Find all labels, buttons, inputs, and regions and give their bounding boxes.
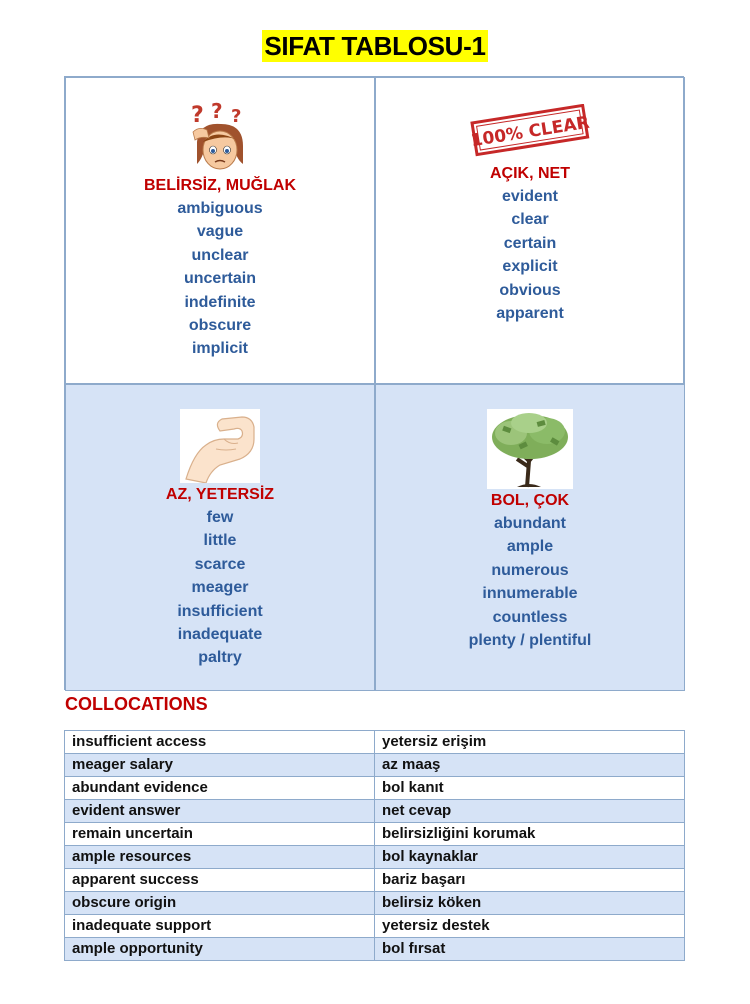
collocation-en: inadequate support <box>65 915 375 938</box>
word: apparent <box>496 305 564 323</box>
confused-girl-icon <box>185 102 255 174</box>
collocations-table <box>64 730 685 961</box>
table-row <box>65 938 685 961</box>
word: abundant <box>494 515 566 532</box>
word: innumerable <box>482 585 578 603</box>
word: unclear <box>191 246 249 264</box>
word: vague <box>196 223 244 241</box>
table-row <box>65 869 685 892</box>
quadrant-heading: AZ, YETERSİZ <box>165 486 275 503</box>
word: uncertain <box>183 270 256 288</box>
collocation-tr: az maaş <box>375 754 685 777</box>
collocation-tr: bol fırsat <box>375 938 685 961</box>
clear-stamp-icon <box>468 104 592 158</box>
svg-text:?: ? <box>211 102 223 123</box>
collocation-tr: yetersiz erişim <box>375 731 685 754</box>
collocation-tr: net cevap <box>375 800 685 823</box>
word: meager <box>191 579 249 597</box>
word: clear <box>511 211 549 229</box>
table-row <box>65 731 685 754</box>
collocation-en: abundant evidence <box>65 777 375 800</box>
table-row <box>65 754 685 777</box>
collocation-tr: belirsiz köken <box>375 892 685 915</box>
svg-text:?: ? <box>191 103 204 128</box>
word: certain <box>503 234 557 252</box>
collocation-en: meager salary <box>65 754 375 777</box>
table-row <box>65 823 685 846</box>
collocation-tr: yetersiz destek <box>375 915 685 938</box>
quadrant-few <box>65 384 375 691</box>
quadrant-heading: BELİRSİZ, MUĞLAK <box>144 177 296 194</box>
stamp-text: 100% CLEAR <box>469 112 591 152</box>
collocation-en: remain uncertain <box>65 823 375 846</box>
collocation-en: evident answer <box>65 800 375 823</box>
word-list <box>376 512 684 652</box>
table-row <box>65 892 685 915</box>
table-row <box>65 777 685 800</box>
quadrant-ambiguous <box>65 77 375 384</box>
word: ambiguous <box>177 200 263 217</box>
quadrant-heading: BOL, ÇOK <box>490 492 570 509</box>
word: insufficient <box>177 602 263 620</box>
word: few <box>206 509 234 526</box>
word-list <box>376 185 684 325</box>
word: paltry <box>198 649 242 667</box>
svg-text:?: ? <box>231 106 242 127</box>
table-row <box>65 846 685 869</box>
title-wrap <box>0 30 750 62</box>
word: explicit <box>502 258 558 276</box>
quadrant-abundant <box>375 384 685 691</box>
word: inadequate <box>177 626 263 644</box>
word: indefinite <box>184 293 256 311</box>
word: scarce <box>194 555 246 573</box>
word: implicit <box>191 340 248 358</box>
collocation-en: insufficient access <box>65 731 375 754</box>
adjective-grid <box>64 76 684 690</box>
collocation-en: obscure origin <box>65 892 375 915</box>
collocation-tr: bariz başarı <box>375 869 685 892</box>
collocations-title: COLLOCATIONS <box>65 694 208 714</box>
word: little <box>203 532 237 550</box>
word-list <box>66 197 374 361</box>
collocation-tr: bol kaynaklar <box>375 846 685 869</box>
pinch-hand-icon <box>180 409 260 483</box>
word-list <box>66 506 374 670</box>
word: plenty / plentiful <box>468 632 592 650</box>
collocation-en: apparent success <box>65 869 375 892</box>
table-row <box>65 800 685 823</box>
quadrant-clear <box>375 77 685 384</box>
table-row <box>65 915 685 938</box>
page-title: SIFAT TABLOSU-1 <box>264 31 486 61</box>
collocation-tr: bol kanıt <box>375 777 685 800</box>
word: countless <box>492 608 568 626</box>
collocation-tr: belirsizliğini korumak <box>375 823 685 846</box>
quadrant-heading: AÇIK, NET <box>490 165 570 182</box>
word: obvious <box>499 281 561 299</box>
word: ample <box>506 538 554 556</box>
word: numerous <box>491 561 569 579</box>
collocation-en: ample resources <box>65 846 375 869</box>
word: evident <box>501 188 558 205</box>
collocation-en: ample opportunity <box>65 938 375 961</box>
money-tree-icon <box>487 409 573 489</box>
word: obscure <box>188 317 252 335</box>
